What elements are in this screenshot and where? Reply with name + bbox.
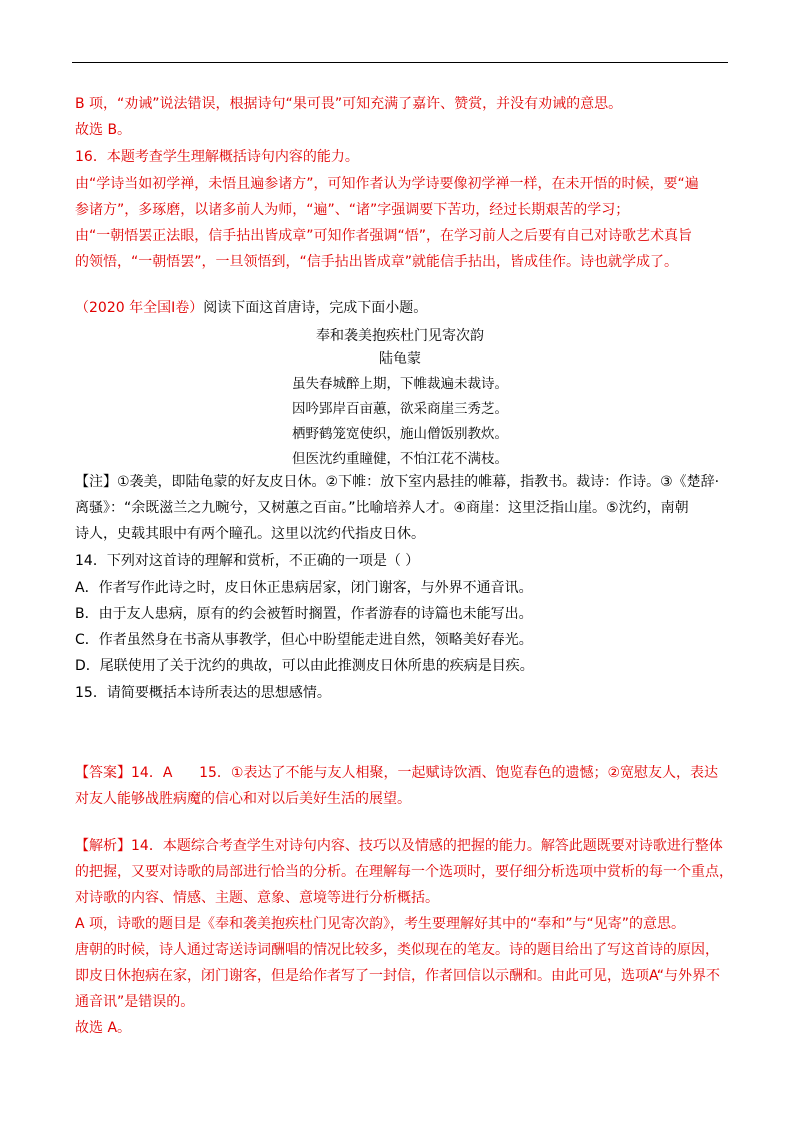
explanation-line4: A 项，诗歌的题目是《奉和袭美抱疾杜门见寄次韵》，考生要理解好其中的“奉和”与“见寄”的意思。 xyxy=(75,916,686,932)
choose-b-text: 故选 B。 xyxy=(75,122,132,138)
poem-line: 虽失春城醉上期，下帷裁遍未裁诗。 xyxy=(292,376,508,392)
note-line3: 诗人，史载其眼中有两个瞳孔。这里以沈约代指皮日休。 xyxy=(75,526,425,542)
poem-author: 陆龟蒙 xyxy=(379,351,421,367)
q16-para2-line1: 由“一朝悟罢正法眼，信手拈出皆成章”可知作者强调“悟”，在学习前人之后要有自己对诗歌艺术真旨 xyxy=(75,228,693,244)
explanation-line6: 即皮日休抱病在家，闭门谢客，但是给作者写了一封信，作者回信以示酬和。由此可见，选项A“与外界不 xyxy=(75,968,721,984)
q16-para2-line2: 的领悟，“一朝悟罢”，一旦领悟到，“信手拈出皆成章”就能信手拈出，皆成佳作。诗也就学成了。 xyxy=(75,254,679,270)
question-prompt: 阅读下面这首唐诗，完成下面小题。 xyxy=(203,300,428,316)
option-b: B．由于友人患病，原有的约会被暂时搁置，作者游春的诗篇也未能写出。 xyxy=(75,606,533,622)
q16-title: 16．本题考查学生理解概括诗句内容的能力。 xyxy=(75,149,359,165)
option-d: D．尾联使用了关于沈约的典故，可以由此推测皮日休所患的疾病是目疾。 xyxy=(75,658,534,674)
explanation-line3: 对诗歌的内容、情感、主题、意象、意境等进行分析概括。 xyxy=(75,890,439,906)
question-intro xyxy=(75,298,735,318)
poem-line: 栖野鹤笼宽使织，施山僧饭别教炊。 xyxy=(292,426,508,442)
explanation-line5: 唐朝的时候，诗人通过寄送诗词酬唱的情况比较多，类似现在的笔友。诗的题目给出了写这首诗的原因， xyxy=(75,942,719,958)
note-label: 【注】 xyxy=(75,474,117,490)
poem-line: 因吟郢岸百亩蕙，欲采商崖三秀芝。 xyxy=(292,401,508,417)
q16-para1-line1: 由“学诗当如初学禅，未悟且遍参诸方”，可知作者认为学诗要像初学禅一样，在未开悟的时候，要“遍 xyxy=(75,176,699,192)
question-14: 14．下列对这首诗的理解和赏析，不正确的一项是（ ） xyxy=(75,553,420,569)
poem-title: 奉和袭美抱疾杜门见寄次韵 xyxy=(316,328,484,344)
explanation-line7: 通音讯”是错误的。 xyxy=(75,994,195,1010)
question-15: 15．请简要概括本诗所表达的思想感情。 xyxy=(75,685,331,701)
explanation-line1: 【解析】14．本题综合考查学生对诗句内容、技巧以及情感的把握的能力。解答此题既要对诗歌进行整体 xyxy=(75,838,723,854)
answer-line1: 【答案】14．A 15．①表达了不能与友人相聚，一起赋诗饮酒、饱览春色的遗憾；②宽慰友人，表达 xyxy=(75,765,719,781)
explanation-line2: 的把握，又要对诗歌的局部进行恰当的分析。在理解每一个选项时，要仔细分析选项中赏析的每一个重点， xyxy=(75,864,733,880)
note-text: ①袭美，即陆龟蒙的好友皮日休。②下帷：放下室内悬挂的帷幕，指教书。裁诗：作诗。③《楚辞· xyxy=(117,474,720,490)
poem-line: 但医沈约重瞳健，不怕江花不满枝。 xyxy=(292,451,508,467)
answer-line2: 对友人能够战胜病魔的信心和对以后美好生活的展望。 xyxy=(75,791,411,807)
choose-a-text: 故选 A。 xyxy=(75,1020,132,1036)
q16-para1-line2: 参诸方”，多琢磨，以诸多前人为师，“遍”、“诸”字强调要下苦功，经过长期艰苦的学习； xyxy=(75,202,630,218)
option-a: A．作者写作此诗之时，皮日休正患病居家，闭门谢客，与外界不通音讯。 xyxy=(75,580,533,596)
note-line1 xyxy=(75,472,735,492)
b-item-text: B 项，“劝诫”说法错误，根据诗句“果可畏”可知充满了嘉许、赞赏，并没有劝诫的意思。 xyxy=(75,96,623,112)
option-c: C．作者虽然身在书斋从事教学，但心中盼望能走进自然，领略美好春光。 xyxy=(75,632,533,648)
exam-source: （2020 年全国Ⅰ卷） xyxy=(75,300,204,316)
header-rule xyxy=(72,62,728,63)
note-line2: 离骚》：“余既滋兰之九畹兮，又树蕙之百亩。”比喻培养人才。④商崖：这里泛指山崖。⑤沈约，南朝 xyxy=(75,500,689,516)
